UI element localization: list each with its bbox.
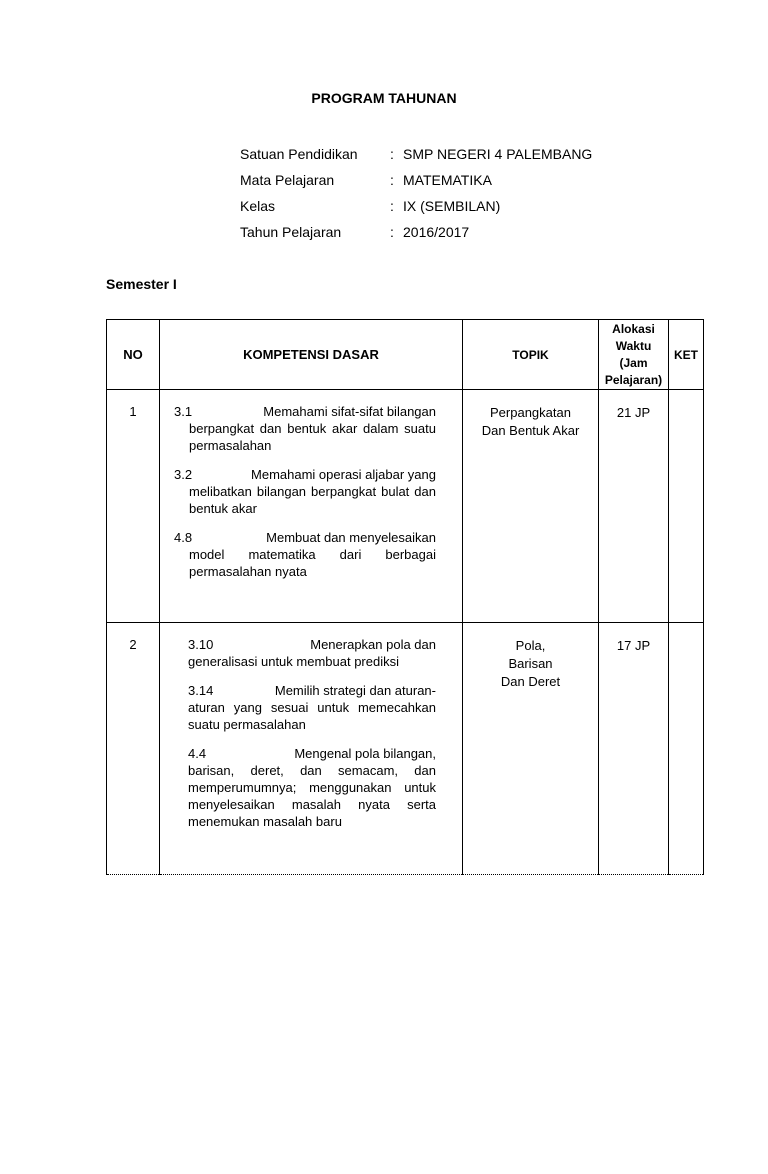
page-title: PROGRAM TAHUNAN: [311, 90, 457, 106]
table-row: [107, 390, 704, 623]
table-row: [107, 623, 704, 875]
info-row-kelas: [240, 198, 592, 224]
alokasi-cell: 21 JP: [599, 390, 669, 623]
info-row-mata-pelajaran: [240, 172, 592, 198]
info-label: Kelas: [240, 198, 276, 214]
kd-item: [188, 682, 436, 733]
kd-item: [174, 403, 436, 454]
kd-text: berpangkat dan bentuk akar dalam suatu permasalahan: [189, 421, 436, 453]
header-alokasi-line: Waktu: [615, 338, 652, 353]
kd-first-line: Membuat dan menyelesaikan: [266, 530, 436, 545]
topik-line: Pola,: [515, 638, 546, 653]
kd-number: 4.4: [188, 746, 207, 761]
semester-heading: Semester I: [106, 276, 177, 292]
kd-item: [174, 466, 436, 517]
header-no: NO: [107, 320, 160, 390]
kd-number: 3.10: [188, 637, 214, 652]
row-number: 2: [107, 623, 160, 875]
info-value: IX (SEMBILAN): [403, 198, 501, 214]
info-label: Satuan Pendidikan: [240, 146, 358, 162]
topik-line: Dan Bentuk Akar: [481, 423, 580, 438]
kd-text: aturan yang sesuai untuk memecahkan suatu permasalahan: [188, 700, 436, 732]
kd-number: 3.2: [174, 467, 193, 482]
kd-text: model matematika dari berbagai permasalahan nyata: [189, 547, 436, 579]
header-alokasi-line: Pelajaran): [604, 372, 663, 387]
kd-first-line: Memahami operasi aljabar yang: [251, 467, 436, 482]
kd-first-line: Mengenal pola bilangan,: [294, 746, 436, 761]
kd-text: generalisasi untuk membuat prediksi: [188, 654, 399, 669]
kd-item: [174, 529, 436, 580]
kd-number: 3.1: [174, 404, 193, 419]
kd-item: [188, 745, 436, 830]
kd-first-line: Menerapkan pola dan: [310, 637, 436, 652]
topik-line: Perpangkatan: [490, 405, 571, 420]
info-row-tahun-pelajaran: [240, 224, 592, 250]
info-separator: :: [390, 172, 394, 188]
kompetensi-dasar-cell: [160, 623, 463, 875]
kd-item: [188, 636, 436, 670]
topik-line: Dan Deret: [500, 674, 561, 689]
info-separator: :: [390, 198, 394, 214]
row-number: 1: [107, 390, 160, 623]
kd-list: [160, 623, 462, 830]
info-value: 2016/2017: [403, 224, 470, 240]
kd-first-line: Memilih strategi dan aturan-: [274, 683, 436, 698]
info-block: [240, 146, 592, 250]
alokasi-cell: 17 JP: [599, 623, 669, 875]
info-row-satuan-pendidikan: [240, 146, 592, 172]
header-alokasi-waktu: [599, 320, 669, 390]
header-topik: TOPIK: [463, 320, 599, 390]
kd-number: 4.8: [174, 530, 193, 545]
kd-text: melibatkan bilangan berpangkat bulat dan bentuk akar: [189, 484, 436, 516]
info-separator: :: [390, 224, 394, 240]
kd-text: barisan, deret, dan semacam, dan memperumumnya; menggunakan untuk menyelesaikan masalah nyata serta menemukan masalah baru: [188, 763, 436, 829]
info-label: Mata Pelajaran: [240, 172, 335, 188]
header-kompetensi-dasar: KOMPETENSI DASAR: [160, 320, 463, 390]
kompetensi-dasar-cell: [160, 390, 463, 623]
ket-cell: [669, 623, 704, 875]
kd-number: 3.14: [188, 683, 214, 698]
ket-cell: [669, 390, 704, 623]
kd-first-line: Memahami sifat-sifat bilangan: [263, 404, 436, 419]
topik-line: Barisan: [508, 656, 553, 671]
info-separator: :: [390, 146, 394, 162]
header-alokasi-line: (Jam: [619, 355, 648, 370]
info-value: SMP NEGERI 4 PALEMBANG: [403, 146, 593, 162]
info-label: Tahun Pelajaran: [240, 224, 342, 240]
header-alokasi-line: Alokasi: [612, 321, 655, 336]
kd-list: [160, 390, 462, 580]
program-table: [106, 319, 704, 875]
table-header-row: [107, 320, 704, 390]
topik-cell: [463, 390, 599, 623]
topik-cell: [463, 623, 599, 875]
header-ket: KET: [669, 320, 704, 390]
info-value: MATEMATIKA: [403, 172, 492, 188]
